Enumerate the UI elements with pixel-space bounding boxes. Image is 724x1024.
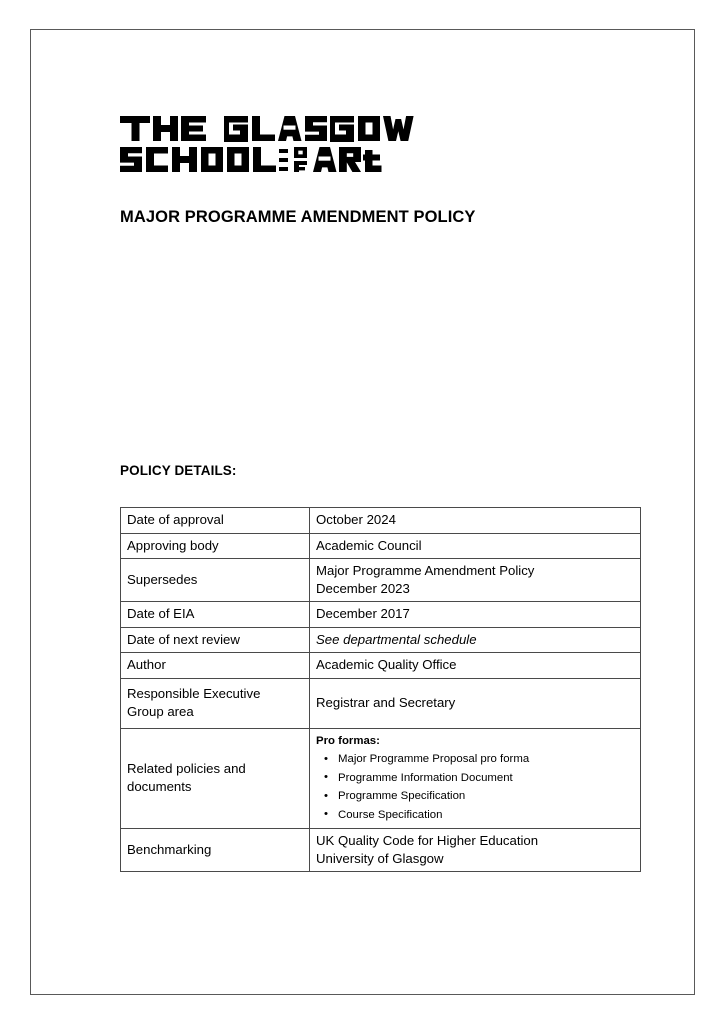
list-item: • Course Specification [338, 806, 634, 824]
row-label-date-of-eia: Date of EIA [121, 602, 310, 628]
table-row [121, 728, 641, 828]
row-value-author: Academic Quality Office [310, 653, 641, 679]
logo-artwork [120, 114, 420, 176]
row-label-related-policies-and-documents [121, 728, 310, 828]
row-value-benchmarking [310, 829, 641, 872]
table-row [121, 533, 641, 559]
row-value-date-of-next-review: See departmental schedule [310, 627, 641, 653]
row-value-supersedes [310, 559, 641, 602]
row-value-approving-body: Academic Council [310, 533, 641, 559]
glasgow-school-of-art-logo [120, 114, 420, 176]
page-title: MAJOR PROGRAMME AMENDMENT POLICY [120, 208, 476, 226]
supersedes-line-1: Major Programme Amendment Policy [316, 563, 535, 579]
related-policies-label-line-2: documents [127, 779, 192, 795]
table-row [121, 627, 641, 653]
responsible-exec-label-line-1: Responsible Executive [127, 686, 261, 702]
row-value-date-of-eia: December 2017 [310, 602, 641, 628]
row-label-responsible-executive-group-area [121, 678, 310, 728]
policy-details-heading: POLICY DETAILS: [120, 463, 237, 478]
row-label-supersedes: Supersedes [121, 559, 310, 602]
policy-details-table [120, 507, 641, 872]
table-row [121, 829, 641, 872]
list-item: • Programme Specification [338, 787, 634, 805]
responsible-exec-label-line-2: Group area [127, 703, 194, 719]
row-label-date-of-approval: Date of approval [121, 508, 310, 534]
table-row [121, 602, 641, 628]
row-value-related-policies-and-documents [310, 728, 641, 828]
table-row [121, 559, 641, 602]
pro-formas-list [316, 750, 634, 824]
row-label-author: Author [121, 653, 310, 679]
supersedes-line-2: December 2023 [316, 580, 410, 596]
row-label-approving-body: Approving body [121, 533, 310, 559]
list-item: • Programme Information Document [338, 769, 634, 787]
row-label-date-of-next-review: Date of next review [121, 627, 310, 653]
page-frame [30, 29, 695, 995]
table-row [121, 678, 641, 728]
row-value-responsible-executive-group-area: Registrar and Secretary [310, 678, 641, 728]
table-row [121, 653, 641, 679]
row-value-date-of-approval: October 2024 [310, 508, 641, 534]
related-policies-label-line-1: Related policies and [127, 761, 246, 777]
benchmarking-line-1: UK Quality Code for Higher Education [316, 833, 539, 849]
benchmarking-line-2: University of Glasgow [316, 850, 444, 866]
row-label-benchmarking: Benchmarking [121, 829, 310, 872]
pro-formas-heading: Pro formas: [316, 734, 380, 747]
list-item: • Major Programme Proposal pro forma [338, 750, 634, 768]
table-row [121, 508, 641, 534]
